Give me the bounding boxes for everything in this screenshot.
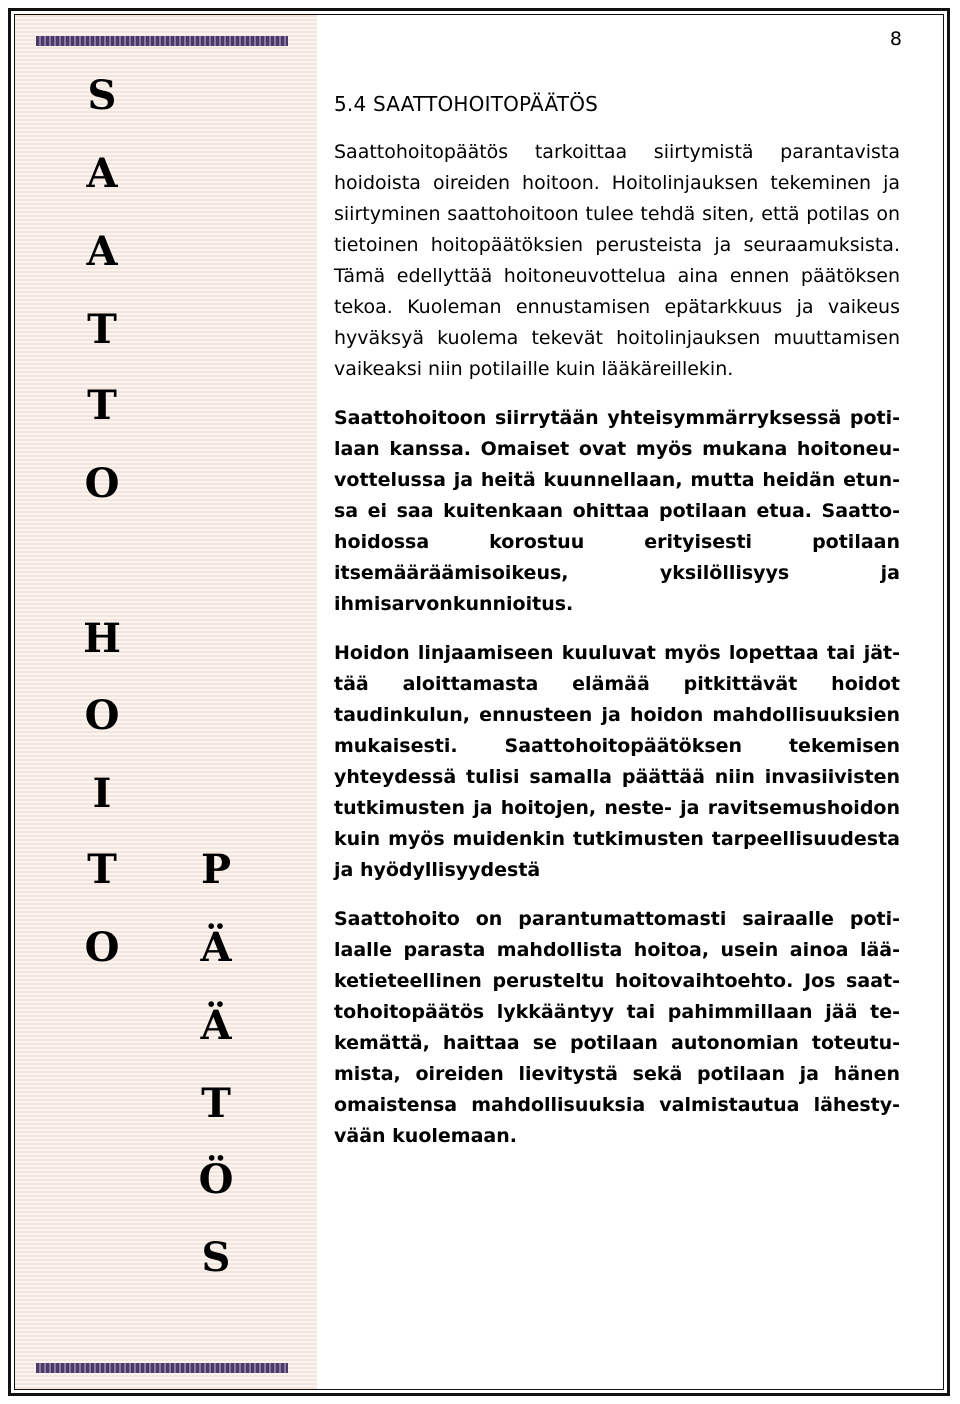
side-title-letter: H [83,615,121,662]
decorative-side-panel [15,15,317,1389]
side-title-letter: I [92,770,112,817]
side-title-letter: P [200,846,232,893]
side-title-letter: Ä [200,1002,232,1049]
decorative-bar-bottom [36,1363,288,1373]
paragraph: Hoidon linjaamiseen kuuluvat myös lopettaa tai jättää aloittamasta elämää pitkittävät hoidot taudinkulun, ennusteen ja hoidon mahdollisuuksien mukaisesti. Saattohoitopäätöksen tekemisen yhteydessä tulisi samalla päättää niin invasiivisten tutkimusten ja hoitojen, neste- ja ravitsemushoidon kuin myös muidenkin tutkimusten tarpeellisuudesta ja hyödyllisyydestä [334,642,900,881]
paragraph: Saattohoito on parantumattomasti sairaalle potilaalle parasta mahdollista hoitoa, usein ainoa lääketieteellinen perusteltu hoitovaihtoehto. Jos saattohoitopäätös lykkääntyy tai pahimmillaan jää tekemättä, haittaa se potilaan autonomian toteutumista, oireiden lievitystä sekä potilaan ja hänen omaistensa mahdollisuuksia valmistautua lähestyvään kuolemaan. [334,908,900,1147]
section-heading: 5.4 SAATTOHOITOPÄÄTÖS [334,92,599,116]
side-title-letter: A [86,228,118,275]
side-title-letter: O [84,460,120,507]
side-title-letter: S [87,72,117,119]
side-title-letter: A [86,150,118,197]
side-title-letter: T [87,846,117,893]
side-title-letter: Ö [198,1156,234,1203]
decorative-bar-top [36,36,288,46]
page-number: 8 [889,28,902,50]
side-title-letter: T [87,306,117,353]
paragraph: Saattohoitoon siirrytään yhteisymmärryksessä potilaan kanssa. Omaiset ovat myös mukana hoitoneuvottelussa ja heitä kuunnellaan, mutta heidän etunsa ei saa kuitenkaan ohittaa potilaan etua. Saattohoidossa korostuu erityisesti potilaan itsemääräämisoikeus, yksilöllisyys ja ihmisarvonkunnioitus. [334,407,900,615]
side-title-letter: O [84,692,120,739]
side-title-letter: T [87,382,117,429]
side-title-letter: T [201,1080,231,1127]
side-title-letter: Ä [200,924,232,971]
paragraph: Saattohoitopäätös tarkoittaa siirtymistä parantavista hoidoista oireiden hoitoon. Hoitolinjauksen tekeminen ja siirtyminen saattohoitoon tulee tehdä siten, että potilas on tietoinen hoitopäätöksien perusteista ja seuraamuksista. Tämä edellyttää hoitoneuvottelua aina ennen päätöksen tekoa. Kuoleman ennustamisen epätarkkuus ja vaikeus hyväksyä kuolema tekevät hoitolinjauksen muuttamisen vaikeaksi niin potilaille kuin lääkäreillekin. [334,141,900,380]
body-text [334,137,900,1170]
side-title-letter: S [201,1234,231,1281]
side-title-letter: O [84,924,120,971]
